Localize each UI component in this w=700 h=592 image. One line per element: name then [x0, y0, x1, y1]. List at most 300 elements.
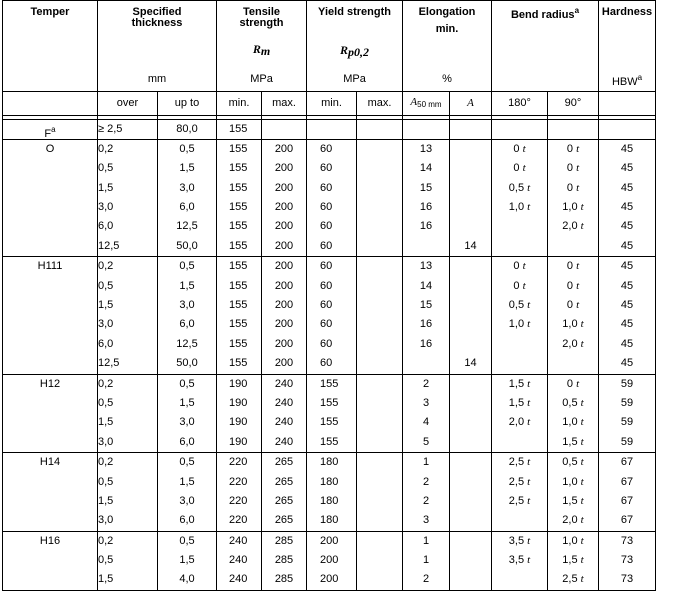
yield-strength-label: Yield strength [318, 6, 391, 18]
ts-max-value: 200 [274, 142, 294, 155]
ys-max-value [357, 198, 402, 217]
a50-value: 1 [422, 554, 430, 567]
ts-max-value: 200 [274, 162, 294, 175]
up-to-value: 0,5 [179, 534, 195, 547]
bend-90-value: 0 t [566, 279, 580, 292]
ys-min-value: 60 [320, 260, 333, 273]
temper-group-row [3, 119, 656, 139]
ts-min-value: 220 [229, 494, 248, 507]
unit-mm: mm [98, 74, 217, 92]
up-to-cell [158, 453, 217, 532]
up-to-value: 1,5 [179, 396, 195, 409]
ts-min-value: 240 [229, 573, 248, 586]
ts-max-value: 200 [274, 299, 294, 312]
specified-thickness-header [98, 1, 217, 74]
bend-90-value: 0 t [566, 162, 580, 175]
a50-cell [403, 374, 450, 453]
hbw-value: 45 [620, 299, 634, 312]
ts-min-header: min. [217, 91, 262, 115]
ys-max-value [357, 570, 402, 589]
a-value [450, 159, 491, 178]
ys-max-value [357, 354, 402, 373]
unit-mpa-tensile: MPa [217, 74, 307, 92]
a50-value: 3 [422, 396, 430, 409]
a-cell [450, 531, 492, 590]
ts-min-value: 155 [229, 260, 248, 273]
ts-min-value: 155 [229, 122, 248, 135]
yield-strength-header [307, 1, 403, 74]
ys-min-cell [307, 453, 357, 532]
ts-max-value [262, 120, 306, 139]
ys-max-cell [357, 531, 403, 590]
ys-max-value [357, 335, 402, 354]
bend-180-value: 2,5 t [508, 456, 531, 469]
bend-90-value: 2,0 t [562, 514, 584, 527]
bend-180-cell [492, 257, 548, 374]
bend-180-value: 1,5 t [508, 396, 531, 409]
hbw-value: 59 [620, 396, 634, 409]
a-cell [450, 374, 492, 453]
bend-180-value: 0 t [513, 162, 526, 175]
bend-90-value: 0 t [566, 260, 580, 273]
hbw-value: 59 [620, 416, 634, 429]
bend-radius-label: Bend radius [510, 9, 575, 21]
ts-min-value: 155 [229, 162, 248, 175]
hbw-value [599, 120, 655, 139]
bend-radius-footnote: a [574, 6, 580, 15]
bend-90-cell [548, 374, 599, 453]
bend-180-cell [492, 119, 548, 139]
ys-min-value: 200 [320, 573, 339, 586]
ts-min-value: 155 [229, 201, 248, 214]
a-value [450, 570, 491, 589]
a-value [450, 532, 491, 551]
ys-min-value: 155 [320, 435, 339, 448]
ts-min-value: 155 [229, 220, 248, 233]
hbw-value: 73 [620, 554, 634, 567]
over-cell [98, 453, 158, 532]
over-cell [98, 119, 158, 139]
hbw-value: 45 [620, 260, 634, 273]
hbw-value: 67 [620, 494, 634, 507]
hbw-value: 45 [620, 357, 634, 370]
up-to-value: 6,0 [179, 514, 195, 527]
hbw-value: 67 [620, 475, 634, 488]
bend-90-cell [548, 119, 599, 139]
a50-value: 1 [422, 456, 430, 469]
up-to-value: 80,0 [176, 122, 198, 135]
a-value [450, 492, 491, 511]
bend-180-value: 0,5 t [508, 299, 531, 312]
ts-max-value: 240 [274, 377, 294, 390]
bend-90-value: 0 t [566, 299, 580, 312]
unit-row [3, 74, 656, 92]
a-cell [450, 139, 492, 256]
hbw-value: 73 [620, 573, 634, 586]
ys-max-value [357, 140, 402, 159]
ts-max-value: 240 [274, 416, 294, 429]
bend-180-cell [492, 531, 548, 590]
ts-max-cell [262, 257, 307, 374]
temper-value: H111 [37, 260, 63, 273]
bend-90-value: 0 t [566, 142, 580, 155]
up-to-value: 50,0 [176, 357, 198, 370]
bend-180-value [492, 570, 547, 589]
a-value [450, 277, 491, 296]
hbw-value: 45 [620, 318, 634, 331]
over-value: 6,0 [98, 337, 114, 350]
ts-min-cell [217, 531, 262, 590]
hardness-header: Hardness [599, 1, 656, 74]
a-value [450, 296, 491, 315]
ys-min-value: 60 [320, 337, 333, 350]
ys-max-value [357, 532, 402, 551]
a50-value [403, 354, 449, 373]
ts-max-value: 265 [274, 475, 294, 488]
bend-180-value [492, 335, 547, 354]
ys-max-value [357, 217, 402, 236]
ts-max-cell [262, 119, 307, 139]
over-value: 0,5 [98, 279, 114, 292]
a50-value: 1 [422, 534, 430, 547]
rm-symbol: $R_m$ [252, 42, 271, 58]
ts-min-value: 190 [229, 377, 248, 390]
over-value: ≥ 2,5 [98, 122, 123, 135]
ts-min-cell [217, 257, 262, 374]
over-value: 12,5 [98, 239, 120, 252]
up-to-value: 1,5 [179, 475, 195, 488]
ys-min-value: 200 [320, 534, 339, 547]
ys-min-cell [307, 374, 357, 453]
a50-value: 14 [419, 162, 433, 175]
ys-max-cell [357, 453, 403, 532]
bend-180-value: 3,5 t [508, 554, 531, 567]
bend-90-value: 0 t [566, 181, 580, 194]
bend-90-value: 1,0 t [562, 475, 584, 488]
a-value [450, 413, 491, 432]
ts-min-value: 155 [229, 357, 248, 370]
a50-value: 16 [419, 337, 433, 350]
ys-max-value [357, 375, 402, 394]
ts-min-value: 220 [229, 456, 248, 469]
bend-180-value [492, 120, 547, 139]
hbw-value: 45 [620, 220, 634, 233]
temper-value: O [45, 142, 55, 155]
up-to-value: 1,5 [179, 554, 195, 567]
a-value [450, 315, 491, 334]
hbw-value: 45 [620, 142, 634, 155]
tensile-strength-label: Tensile strength [239, 6, 284, 29]
bend-90-value: 1,0 t [562, 201, 584, 214]
bend-90-value: 1,0 t [562, 318, 584, 331]
over-value: 12,5 [98, 357, 120, 370]
subheader-row [3, 91, 656, 115]
temper-footnote: a [51, 124, 56, 134]
temper-value: F [44, 127, 52, 140]
ys-min-value: 60 [320, 239, 333, 252]
ts-max-value: 200 [274, 201, 294, 214]
temper-cell [3, 139, 98, 256]
bend-90-cell [548, 139, 599, 256]
over-value: 0,5 [98, 162, 114, 175]
a-value [450, 511, 491, 530]
ts-min-cell [217, 119, 262, 139]
ys-min-value: 60 [320, 299, 333, 312]
ts-max-value: 200 [274, 181, 294, 194]
ts-min-value: 155 [229, 318, 248, 331]
ys-min-value: 200 [320, 554, 339, 567]
up-to-value: 3,0 [179, 494, 195, 507]
bend-180-value: 1,0 t [508, 201, 531, 214]
bend-90-value: 0 t [566, 377, 580, 390]
hbw-value: 45 [620, 162, 634, 175]
unit-bend-empty [492, 74, 599, 92]
up-to-value: 50,0 [176, 239, 198, 252]
hbw-cell [599, 374, 656, 453]
bend-180-value: 1,0 t [508, 318, 531, 331]
a-value [450, 179, 491, 198]
a-value [450, 257, 491, 276]
hbw-value: 45 [620, 279, 634, 292]
up-to-value: 12,5 [176, 337, 198, 350]
bend-180-header: 180° [492, 91, 548, 115]
ts-max-value: 200 [274, 220, 294, 233]
bend-radius-header [492, 1, 599, 74]
a-value [450, 140, 491, 159]
up-to-value: 3,0 [179, 299, 195, 312]
up-to-header: up to [158, 91, 217, 115]
bend-180-value: 2,5 t [508, 494, 531, 507]
ys-max-value [357, 179, 402, 198]
ys-max-cell [357, 139, 403, 256]
bend-180-cell [492, 374, 548, 453]
elongation-header [403, 1, 492, 74]
ts-max-value: 265 [274, 494, 294, 507]
ys-max-value [357, 413, 402, 432]
up-to-value: 1,5 [179, 162, 195, 175]
up-to-value: 3,0 [179, 416, 195, 429]
bend-180-value: 0,5 t [508, 181, 531, 194]
hbw-cell [599, 453, 656, 532]
ys-min-value: 60 [320, 201, 333, 214]
bend-90-cell [548, 531, 599, 590]
ys-min-value: 60 [320, 162, 333, 175]
temper-value: H16 [39, 534, 61, 547]
ys-min-value: 60 [320, 279, 333, 292]
ts-max-value: 285 [274, 573, 294, 586]
ys-max-cell [357, 257, 403, 374]
up-to-value: 6,0 [179, 435, 195, 448]
ts-max-value: 265 [274, 456, 294, 469]
ys-max-value [357, 492, 402, 511]
over-value: 0,2 [98, 260, 114, 273]
a-value [450, 120, 491, 139]
hbw-value: 73 [620, 534, 634, 547]
over-value: 1,5 [98, 416, 114, 429]
bend-90-value [548, 120, 598, 139]
hbw-cell [599, 531, 656, 590]
up-to-value: 0,5 [179, 456, 195, 469]
up-to-value: 12,5 [176, 220, 198, 233]
a50-cell [403, 119, 450, 139]
a50-value: 15 [419, 181, 433, 194]
hbw-cell [599, 139, 656, 256]
ys-max-value [357, 120, 402, 139]
ts-min-value: 190 [229, 416, 248, 429]
over-cell [98, 257, 158, 374]
temper-cell [3, 119, 98, 139]
ts-max-value: 285 [274, 554, 294, 567]
ys-min-header: min. [307, 91, 357, 115]
over-value: 3,0 [98, 201, 114, 214]
ts-max-value: 200 [274, 337, 294, 350]
over-cell [98, 374, 158, 453]
ys-max-header: max. [357, 91, 403, 115]
bend-90-header: 90° [548, 91, 599, 115]
bend-180-value [492, 354, 547, 373]
ys-min-value: 155 [320, 396, 339, 409]
over-cell [98, 531, 158, 590]
bend-90-value: 1,0 t [562, 534, 584, 547]
ts-max-value: 265 [274, 514, 294, 527]
hbw-value: 45 [620, 239, 634, 252]
ts-min-value: 155 [229, 279, 248, 292]
a50-value: 16 [419, 201, 433, 214]
over-value: 0,2 [98, 142, 114, 155]
bend-90-value: 1,5 t [562, 494, 584, 507]
ys-max-value [357, 511, 402, 530]
ts-min-value: 155 [229, 181, 248, 194]
up-to-cell [158, 374, 217, 453]
bend-180-cell [492, 139, 548, 256]
ys-min-value [320, 120, 356, 139]
header-row [3, 1, 656, 74]
bend-180-value: 3,5 t [508, 534, 531, 547]
ys-max-value [357, 453, 402, 472]
a-value [450, 394, 491, 413]
temper-group-row [3, 374, 656, 453]
up-to-value: 0,5 [179, 142, 195, 155]
ys-min-value: 180 [320, 494, 339, 507]
a-value [450, 551, 491, 570]
over-value: 1,5 [98, 494, 114, 507]
a50-value: 2 [422, 573, 430, 586]
a50-value: 2 [422, 377, 430, 390]
ys-min-value: 60 [320, 318, 333, 331]
bend-180-value [492, 511, 547, 530]
over-value: 0,2 [98, 456, 114, 469]
a-cell [450, 453, 492, 532]
up-to-value: 0,5 [179, 260, 195, 273]
ts-max-value: 285 [274, 534, 294, 547]
a-cell [450, 119, 492, 139]
bend-180-cell [492, 453, 548, 532]
up-to-value: 6,0 [179, 201, 195, 214]
bend-180-value: 0 t [513, 279, 526, 292]
ts-min-value: 155 [229, 337, 248, 350]
temper-value: H14 [39, 456, 61, 469]
ts-max-header: max. [262, 91, 307, 115]
temper-header: Temper [3, 1, 98, 92]
mechanical-properties-table [2, 0, 656, 591]
over-value: 3,0 [98, 435, 114, 448]
a-value [450, 375, 491, 394]
ts-min-cell [217, 453, 262, 532]
temper-cell [3, 453, 98, 532]
a-value: 14 [464, 357, 477, 370]
hbw-cell [599, 257, 656, 374]
a-value [450, 433, 491, 452]
ys-min-value: 60 [320, 181, 333, 194]
ts-max-cell [262, 531, 307, 590]
temper-group-row [3, 257, 656, 374]
up-to-cell [158, 531, 217, 590]
a-value [450, 473, 491, 492]
bend-180-value [492, 237, 547, 256]
over-value: 3,0 [98, 514, 114, 527]
a50-cell [403, 531, 450, 590]
temper-cell [3, 531, 98, 590]
ys-max-cell [357, 119, 403, 139]
a50-value [403, 120, 449, 139]
bend-90-value [548, 237, 598, 256]
hbw-value: 67 [620, 514, 634, 527]
bend-180-value: 0 t [513, 260, 526, 273]
over-value: 0,5 [98, 475, 114, 488]
over-value: 1,5 [98, 181, 114, 194]
bend-90-value: 1,0 t [562, 416, 584, 429]
ts-max-cell [262, 453, 307, 532]
ts-min-value: 190 [229, 435, 248, 448]
temper-group-row [3, 139, 656, 256]
elongation-min-label: min. [435, 23, 459, 35]
ts-max-cell [262, 139, 307, 256]
ts-min-cell [217, 139, 262, 256]
a-value [450, 335, 491, 354]
bend-90-value: 1,5 t [562, 435, 584, 448]
bend-90-value: 2,0 t [562, 220, 584, 233]
rp02-symbol: $R_{p0,2}$ [339, 43, 369, 59]
a50-value: 4 [422, 416, 430, 429]
over-value: 1,5 [98, 573, 114, 586]
ts-min-cell [217, 374, 262, 453]
unit-hbw: HBW$^a$ [599, 74, 656, 92]
elongation-label: Elongation [418, 6, 476, 18]
bend-90-value: 2,0 t [562, 337, 584, 350]
ys-min-cell [307, 531, 357, 590]
over-header: over [98, 91, 158, 115]
up-to-value: 1,5 [179, 279, 195, 292]
a50-value: 2 [422, 494, 430, 507]
ys-min-cell [307, 119, 357, 139]
a-header: A [450, 91, 492, 115]
over-value: 1,5 [98, 299, 114, 312]
ts-max-value: 200 [274, 318, 294, 331]
ys-max-value [357, 296, 402, 315]
temper-cell [3, 374, 98, 453]
ts-min-value: 155 [229, 299, 248, 312]
ys-max-value [357, 237, 402, 256]
unit-mpa-yield: MPa [307, 74, 403, 92]
a-cell [450, 257, 492, 374]
over-value: 6,0 [98, 220, 114, 233]
ts-max-value: 200 [274, 357, 294, 370]
ys-max-value [357, 159, 402, 178]
ts-max-value: 200 [274, 279, 294, 292]
over-value: 0,2 [98, 377, 114, 390]
hbw-cell [599, 119, 656, 139]
up-to-cell [158, 139, 217, 256]
